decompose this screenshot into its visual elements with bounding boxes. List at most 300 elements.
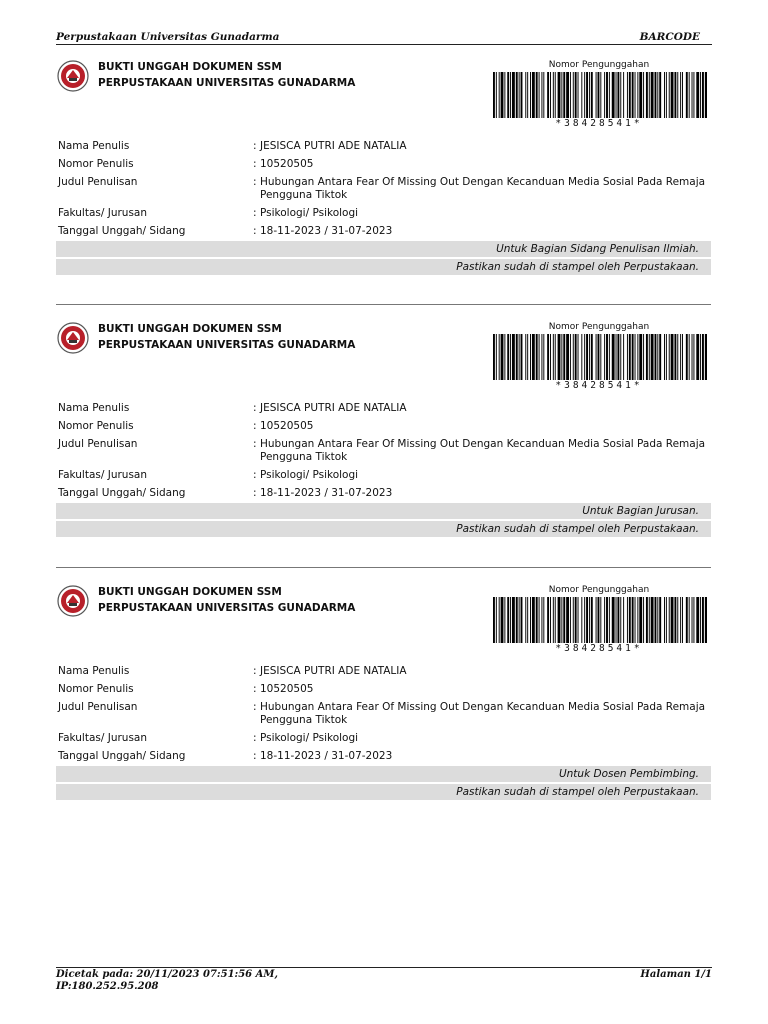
author-info-table [58,665,711,768]
barcode-bar [543,597,544,643]
print-timestamp: Dicetak pada: 20/11/2023 07:51:56 AM, [56,969,278,980]
barcode-bar [566,597,569,643]
barcode-bar [553,72,554,118]
slip-title-line1: BUKTI UNGGAH DOKUMEN SSM [98,61,282,73]
barcode-bar [550,597,551,643]
slip-title [98,59,355,91]
header-rule [56,44,712,45]
barcode-bar [689,597,690,643]
barcode-bar [649,72,650,118]
field-row-author-name: Nama Penulis : JESISCA PUTRI ADE NATALIA [58,140,711,158]
barcode-bar [637,72,638,118]
barcode-bar [561,72,562,118]
barcode-bar [693,334,694,380]
slip-divider [56,567,711,568]
barcode-bar [623,334,624,380]
barcode-bar [686,597,688,643]
barcode-bar [635,334,636,380]
author-info-table [58,402,711,505]
barcode-bar [700,334,701,380]
barcode-bar [519,597,520,643]
barcode-bar [659,72,661,118]
barcode-bar [620,334,621,380]
barcode-bar [693,72,694,118]
barcode-bar [682,597,683,643]
barcode-bar [532,72,535,118]
barcode-bar [600,597,601,643]
barcode-bar [499,334,500,380]
field-label: Fakultas/ Jurusan [58,732,148,744]
upload-barcode [491,597,707,643]
slip-title [98,321,355,353]
university-logo-icon [57,60,89,92]
barcode-bar [651,72,654,118]
barcode-bar [692,72,693,118]
barcode-bar [521,597,523,643]
barcode-bar [547,334,549,380]
barcode-bar [669,597,670,643]
barcode-bar [504,334,505,380]
barcode-bar [553,334,554,380]
barcode-bar [555,334,556,380]
barcode-bar [543,334,544,380]
field-row-author-name: Nama Penulis : JESISCA PUTRI ADE NATALIA [58,402,711,420]
note-stamp: Pastikan sudah di stampel oleh Perpustakaan. [456,261,699,273]
upload-barcode [491,72,707,118]
field-label: Tanggal Unggah/ Sidang [58,487,186,499]
barcode-bar [616,597,617,643]
barcode-bar [639,597,642,643]
slip-title-line1: BUKTI UNGGAH DOKUMEN SSM [98,586,282,598]
note-stamp: Pastikan sudah di stampel oleh Perpustakaan. [456,786,699,798]
barcode-bar [604,334,605,380]
barcode-bar [616,72,617,118]
university-logo-icon [57,585,89,617]
barcode-bar [659,334,661,380]
barcode-bar [674,334,676,380]
barcode-bar [496,597,497,643]
upload-number-label: Nomor Pengunggahan [548,585,650,595]
barcode-bar [591,597,593,643]
barcode-bar [530,72,531,118]
barcode-bar [686,72,688,118]
barcode-bar [521,334,523,380]
barcode-bar [655,597,657,643]
barcode-bar [617,72,619,118]
barcode-bar [682,334,683,380]
barcode-bar [504,597,505,643]
barcode-bar [591,72,593,118]
barcode-bar [606,334,608,380]
barcode-bar [589,72,590,118]
barcode-bar [666,597,667,643]
barcode-bar [530,334,531,380]
barcode-bar [512,334,515,380]
barcode-bar [573,597,574,643]
barcode-bar [655,72,657,118]
barcode-bar [677,597,678,643]
barcode-bar [623,72,624,118]
barcode-bar [527,72,528,118]
barcode-bar [598,72,600,118]
slip-title [98,584,355,616]
barcode-bar [632,597,634,643]
field-value: Psikologi/ Psikologi [260,469,359,481]
barcode-bar [563,597,565,643]
barcode-bar [689,334,690,380]
barcode-bar [566,72,569,118]
field-row-dates: Tanggal Unggah/ Sidang : 18-11-2023 / 31-07-2023 [58,487,711,505]
barcode-bar [669,334,670,380]
barcode-bar [637,334,638,380]
upload-number-label: Nomor Pengunggahan [548,60,650,70]
field-label: Judul Penulisan [58,701,138,713]
barcode-bar [669,72,670,118]
barcode-bar [700,597,701,643]
barcode-bar [578,72,579,118]
barcode-bar [532,334,535,380]
barcode-bar [643,334,644,380]
barcode-bar [637,597,638,643]
barcode-bar [539,597,540,643]
barcode-bar [512,72,515,118]
barcode-bar [680,334,681,380]
field-value: 10520505 [260,683,314,695]
barcode-bar [553,597,554,643]
barcode-bar [651,334,654,380]
barcode-bar [664,72,665,118]
barcode-bar [616,334,617,380]
barcode-bar [696,334,699,380]
barcode-bar [578,334,579,380]
barcode-bar [519,334,520,380]
barcode-bar [584,597,585,643]
barcode-bar [692,334,693,380]
barcode-bar [507,72,509,118]
university-logo-icon [57,322,89,354]
barcode-bar [666,334,667,380]
barcode-bar [612,597,615,643]
barcode-bar [639,334,642,380]
field-row-faculty: Fakultas/ Jurusan : Psikologi/ Psikologi [58,207,711,225]
barcode-bar [635,597,636,643]
barcode-bar [510,334,511,380]
barcode-bar [643,597,644,643]
slip-title-line2: PERPUSTAKAAN UNIVERSITAS GUNADARMA [98,77,356,89]
upload-barcode [491,334,707,380]
barcode-bar [561,334,562,380]
barcode-bar [507,334,509,380]
barcode-bar [496,334,497,380]
barcode-bar [547,597,549,643]
barcode-bar [527,597,528,643]
barcode-bar [539,334,540,380]
barcode-bar [632,334,634,380]
barcode-bar [584,72,585,118]
barcode-bar [696,72,699,118]
barcode-bar [575,597,577,643]
slip-title-line1: BUKTI UNGGAH DOKUMEN SSM [98,323,282,335]
field-row-author-name: Nama Penulis : JESISCA PUTRI ADE NATALIA [58,665,711,683]
barcode-bar [591,334,593,380]
barcode-bar [627,72,628,118]
note-stamp-bar [56,521,711,537]
barcode-bar [646,334,648,380]
barcode-bar [541,597,542,643]
barcode-bar [519,72,520,118]
barcode-bar [606,72,608,118]
field-label: Nama Penulis [58,665,130,677]
note-stamp: Pastikan sudah di stampel oleh Perpustakaan. [456,523,699,535]
field-label: Tanggal Unggah/ Sidang [58,225,186,237]
upload-receipt-slip [56,581,711,821]
print-info [56,969,278,993]
field-label: Judul Penulisan [58,438,138,450]
field-row-title: Judul Penulisan : Hubungan Antara Fear Of Missing Out Dengan Kecanduan Media Sosial Pada Remaja Pengguna Tiktok [58,176,711,207]
barcode-bar [525,334,526,380]
barcode-number: *38428541* [555,118,643,129]
barcode-bar [612,334,615,380]
note-recipient-bar [56,766,711,782]
field-label: Fakultas/ Jurusan [58,469,148,481]
field-row-author-number: Nomor Penulis : 10520505 [58,420,711,438]
barcode-bar [561,597,562,643]
barcode-bar [578,597,579,643]
barcode-bar [598,597,600,643]
barcode-bar [516,597,518,643]
barcode-bar [547,72,549,118]
barcode-bar [696,597,699,643]
field-value: Psikologi/ Psikologi [260,207,359,219]
barcode-bar [536,597,538,643]
barcode-bar [643,72,644,118]
field-row-dates: Tanggal Unggah/ Sidang : 18-11-2023 / 31-07-2023 [58,225,711,243]
barcode-bar [609,72,610,118]
barcode-bar [617,334,619,380]
barcode-bar [507,597,509,643]
barcode-bar [677,334,678,380]
author-info-table [58,140,711,243]
barcode-bar [575,72,577,118]
note-recipient: Untuk Bagian Jurusan. [582,505,699,517]
barcode-bar [629,597,631,643]
barcode-bar [496,72,497,118]
barcode-bar [570,597,571,643]
barcode-bar [693,597,694,643]
barcode-bar [646,72,648,118]
barcode-bar [657,72,658,118]
barcode-bar [563,334,565,380]
field-label: Nama Penulis [58,140,130,152]
barcode-bar [493,72,495,118]
page-number: Halaman 1/1 [640,969,712,980]
field-value: Psikologi/ Psikologi [260,732,359,744]
barcode-bar [539,72,540,118]
barcode-bar [664,597,665,643]
barcode-bar [627,597,628,643]
barcode-bar [649,597,650,643]
barcode-bar [586,334,588,380]
barcode-bar [555,597,556,643]
barcode-bar [657,597,658,643]
field-row-title: Judul Penulisan : Hubungan Antara Fear Of Missing Out Dengan Kecanduan Media Sosial Pada Remaja Pengguna Tiktok [58,438,711,469]
field-value: 18-11-2023 / 31-07-2023 [260,750,393,762]
barcode-bar [702,72,704,118]
barcode-bar [541,72,542,118]
barcode-bar [573,334,574,380]
barcode-bar [501,597,504,643]
barcode-bar [550,72,551,118]
barcode-bar [702,334,704,380]
barcode-bar [530,597,531,643]
barcode-bar [543,72,544,118]
field-value: JESISCA PUTRI ADE NATALIA [260,665,407,677]
barcode-bar [589,597,590,643]
barcode-bar [555,72,556,118]
field-label: Nama Penulis [58,402,130,414]
barcode-bar [536,334,538,380]
barcode-bar [501,334,504,380]
field-label: Tanggal Unggah/ Sidang [58,750,186,762]
barcode-bar [646,597,648,643]
field-row-dates: Tanggal Unggah/ Sidang : 18-11-2023 / 31-07-2023 [58,750,711,768]
note-recipient: Untuk Dosen Pembimbing. [558,768,699,780]
barcode-bar [674,597,676,643]
barcode-bar [558,334,561,380]
barcode-bar [617,597,619,643]
barcode-bar [671,597,674,643]
barcode-bar [525,72,526,118]
barcode-bar [671,334,674,380]
field-row-author-number: Nomor Penulis : 10520505 [58,158,711,176]
barcode-bar [680,72,681,118]
page-header-barcode-label: BARCODE [639,31,700,43]
barcode-bar [541,334,542,380]
barcode-bar [680,597,681,643]
barcode-bar [493,597,495,643]
print-ip: IP:180.252.95.208 [56,981,159,992]
field-value: Hubungan Antara Fear Of Missing Out Dengan Kecanduan Media Sosial Pada Remaja Pengguna Tiktok [260,438,706,463]
barcode-bar [527,334,528,380]
field-value: Hubungan Antara Fear Of Missing Out Dengan Kecanduan Media Sosial Pada Remaja Pengguna Tiktok [260,176,706,201]
field-row-author-number: Nomor Penulis : 10520505 [58,683,711,701]
barcode-bar [521,72,523,118]
barcode-number: *38428541* [555,380,643,391]
barcode-bar [575,334,577,380]
note-stamp-bar [56,259,711,275]
barcode-bar [705,597,707,643]
barcode-bar [589,334,590,380]
barcode-bar [600,334,601,380]
barcode-bar [499,597,500,643]
field-value: 18-11-2023 / 31-07-2023 [260,487,393,499]
field-value: 10520505 [260,420,314,432]
field-value: Hubungan Antara Fear Of Missing Out Dengan Kecanduan Media Sosial Pada Remaja Pengguna Tiktok [260,701,706,726]
field-value: 10520505 [260,158,314,170]
barcode-bar [573,72,574,118]
slip-divider [56,304,711,305]
barcode-bar [604,72,605,118]
barcode-bar [584,334,585,380]
barcode-bar [510,597,511,643]
barcode-bar [596,72,597,118]
barcode-bar [596,334,597,380]
barcode-bar [651,597,654,643]
upload-receipt-slip [56,56,711,296]
field-label: Fakultas/ Jurusan [58,207,148,219]
barcode-bar [512,597,515,643]
barcode-bar [700,72,701,118]
slip-title-line2: PERPUSTAKAAN UNIVERSITAS GUNADARMA [98,602,356,614]
barcode-bar [629,72,631,118]
barcode-bar [570,72,571,118]
barcode-bar [664,334,665,380]
barcode-bar [629,334,631,380]
field-row-faculty: Fakultas/ Jurusan : Psikologi/ Psikologi [58,469,711,487]
barcode-bar [657,334,658,380]
barcode-bar [563,72,565,118]
barcode-bar [635,72,636,118]
barcode-bar [609,334,610,380]
barcode-bar [674,72,676,118]
barcode-bar [689,72,690,118]
field-label: Nomor Penulis [58,683,134,695]
note-stamp-bar [56,784,711,800]
barcode-bar [536,72,538,118]
barcode-bar [581,597,582,643]
barcode-bar [627,334,628,380]
note-recipient-bar [56,241,711,257]
barcode-bar [705,334,707,380]
barcode-bar [558,597,561,643]
page-header-title: Perpustakaan Universitas Gunadarma [56,31,280,43]
barcode-bar [566,334,569,380]
barcode-bar [600,72,601,118]
barcode-bar [632,72,634,118]
upload-number-label: Nomor Pengunggahan [548,322,650,332]
field-row-faculty: Fakultas/ Jurusan : Psikologi/ Psikologi [58,732,711,750]
barcode-bar [516,72,518,118]
field-row-title: Judul Penulisan : Hubungan Antara Fear Of Missing Out Dengan Kecanduan Media Sosial Pada Remaja Pengguna Tiktok [58,701,711,732]
barcode-bar [586,597,588,643]
barcode-bar [702,597,704,643]
barcode-bar [649,334,650,380]
barcode-bar [525,597,526,643]
barcode-bar [620,72,621,118]
barcode-bar [493,334,495,380]
barcode-bar [659,597,661,643]
barcode-bar [516,334,518,380]
barcode-bar [581,72,582,118]
barcode-bar [666,72,667,118]
barcode-bar [705,72,707,118]
barcode-bar [639,72,642,118]
barcode-bar [504,72,505,118]
upload-receipt-slip [56,318,711,558]
field-value: JESISCA PUTRI ADE NATALIA [260,140,407,152]
barcode-bar [596,597,597,643]
barcode-bar [510,72,511,118]
field-label: Nomor Penulis [58,420,134,432]
barcode-bar [581,334,582,380]
barcode-bar [623,597,624,643]
barcode-bar [604,597,605,643]
barcode-bar [606,597,608,643]
barcode-bar [671,72,674,118]
footer-rule [56,967,712,968]
barcode-bar [612,72,615,118]
field-value: JESISCA PUTRI ADE NATALIA [260,402,407,414]
